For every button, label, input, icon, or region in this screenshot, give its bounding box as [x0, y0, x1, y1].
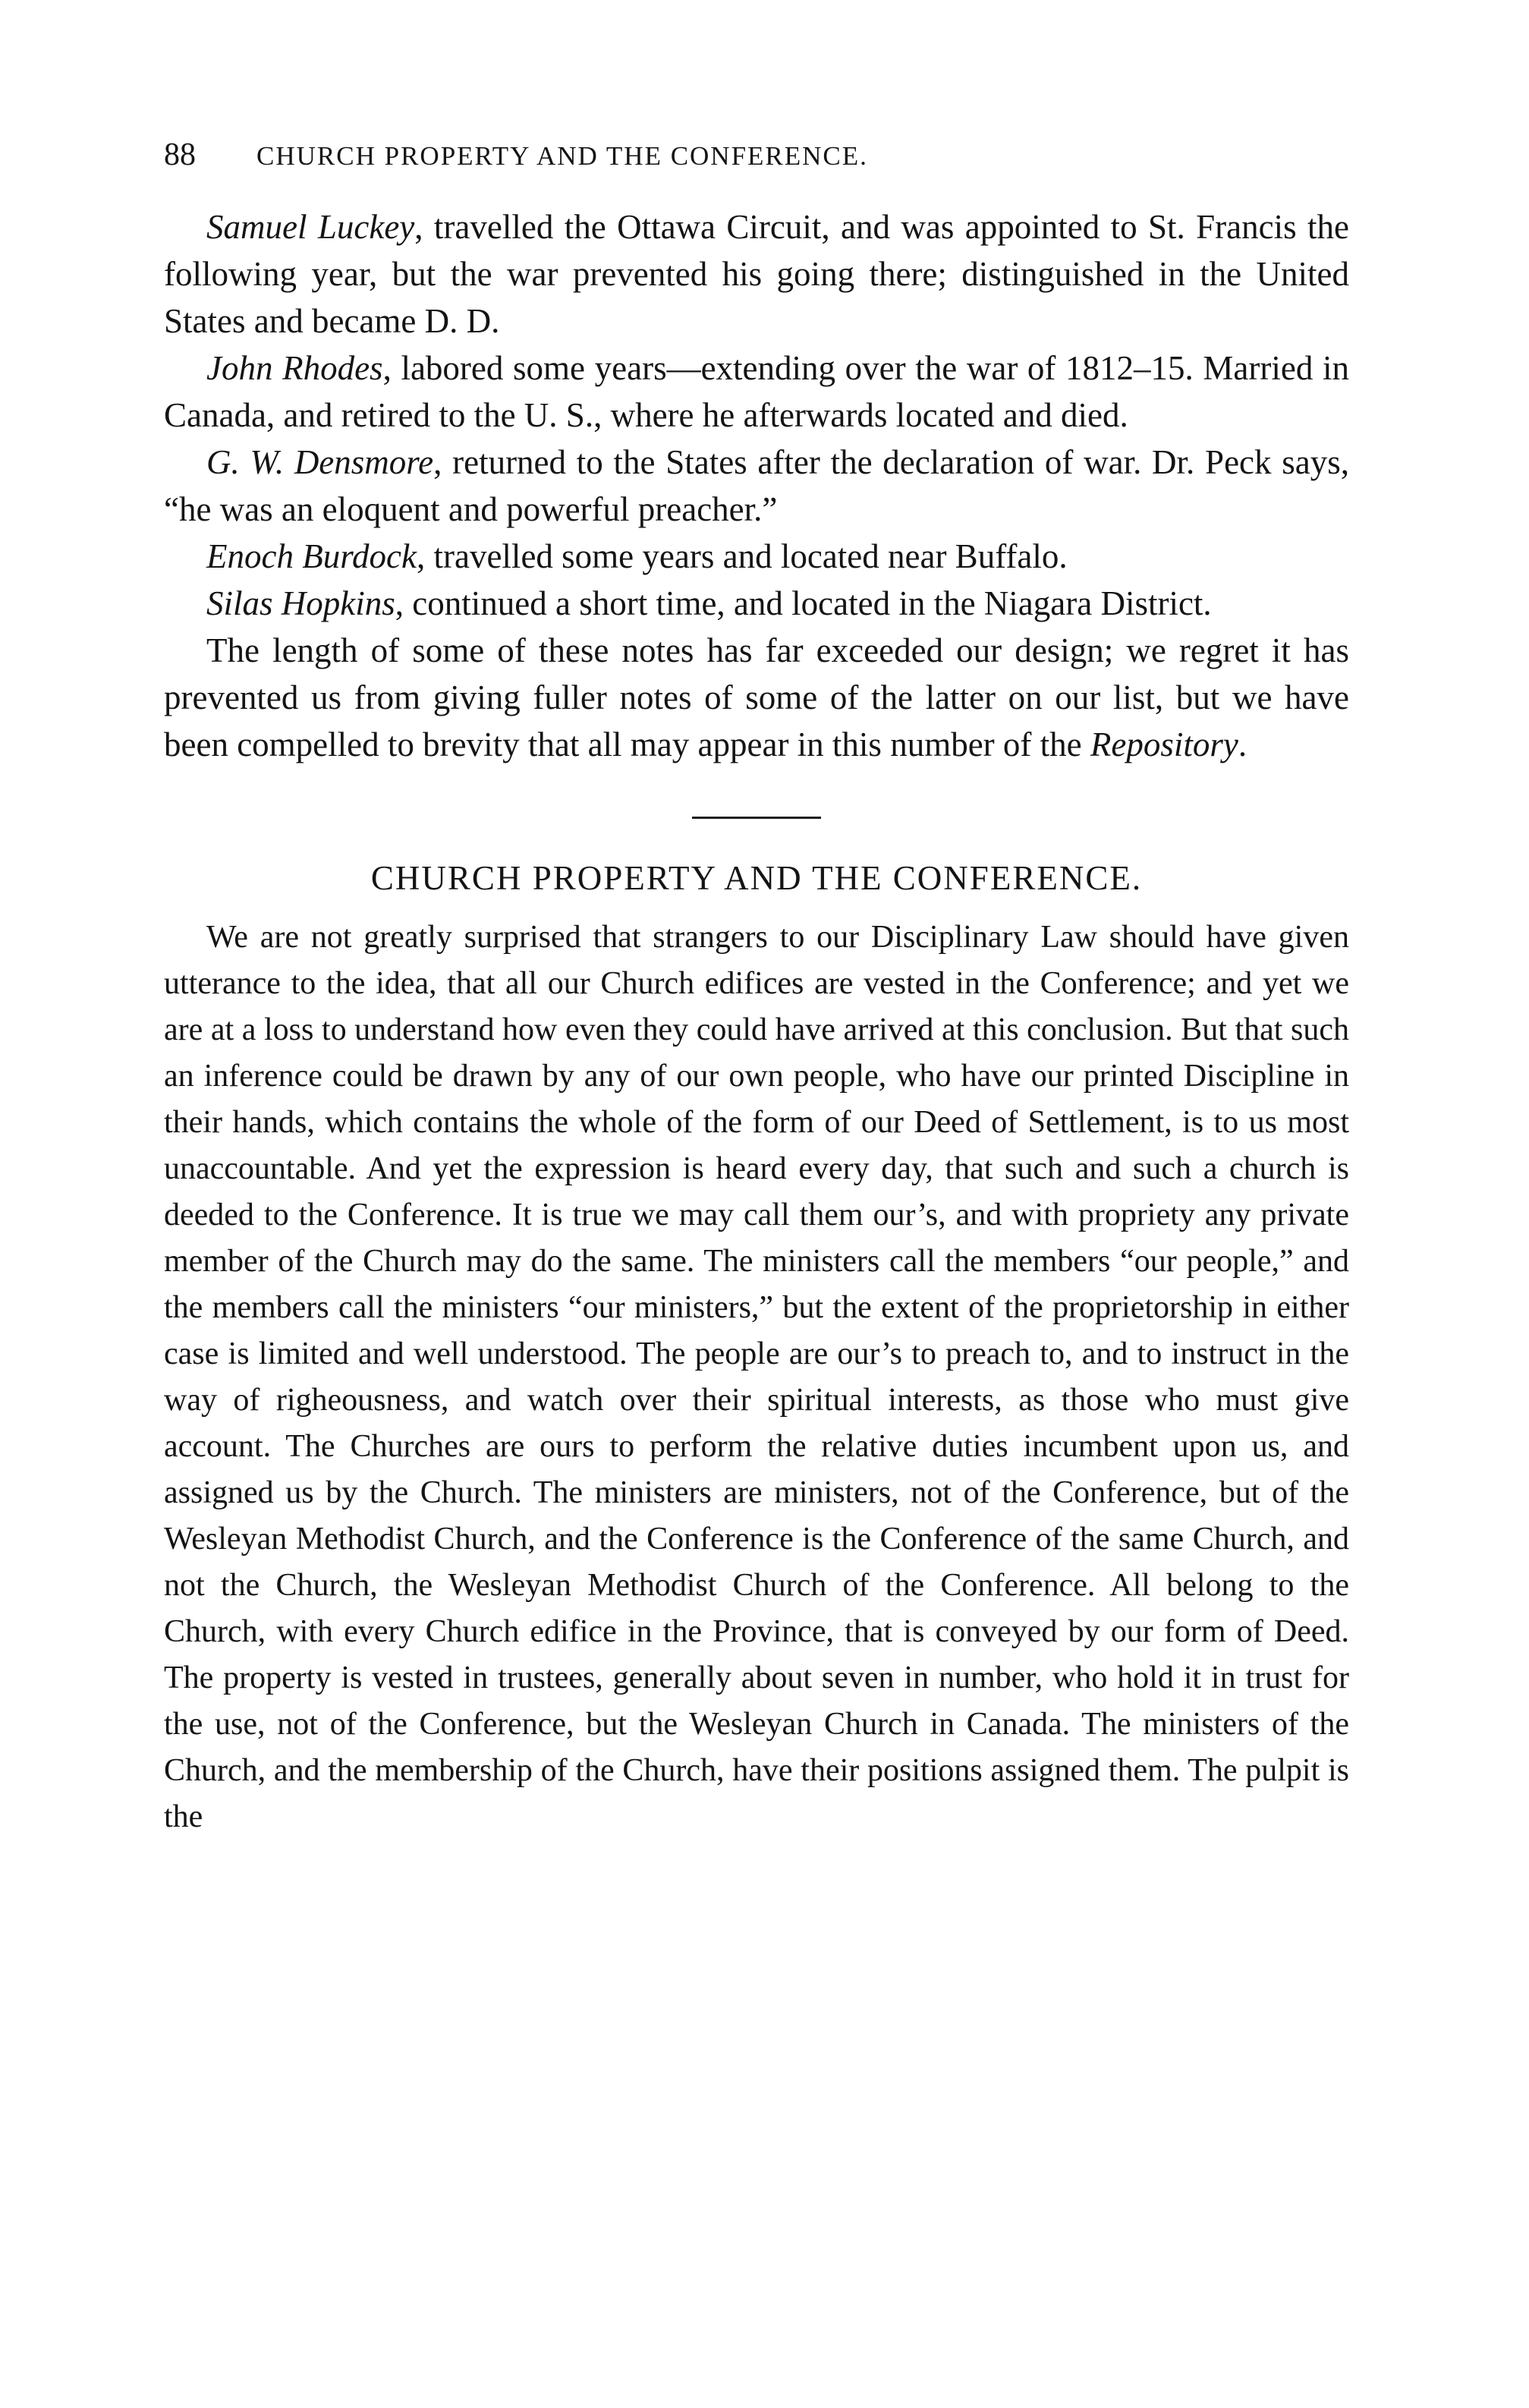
note-entry — [164, 439, 1349, 533]
page-number: 88 — [164, 137, 196, 172]
running-title: CHURCH PROPERTY AND THE CONFERENCE. — [256, 141, 868, 171]
note-text: , returned to the States after the declaration of war. Dr. Peck says, “he was an eloquent and powerful preacher.” — [164, 443, 1349, 528]
running-header — [164, 137, 1349, 173]
biographical-notes — [164, 203, 1349, 768]
book-page — [164, 137, 1349, 1840]
closing-note-end: . — [1238, 726, 1247, 763]
note-entry — [164, 203, 1349, 345]
article-section — [164, 858, 1349, 1840]
note-entry — [164, 533, 1349, 580]
note-text: , travelled the Ottawa Circuit, and was appointed to St. Francis the following year, but the war prevented his going there; distinguished in the United States and became D. D. — [164, 208, 1349, 340]
note-text: , labored some years—extending over the war of 1812–15. Married in Canada, and retired to the U. S., where he afterwards located and died. — [164, 349, 1349, 434]
note-name: Samuel Luckey — [206, 208, 415, 246]
note-name: John Rhodes — [206, 349, 383, 387]
note-name: Silas Hopkins — [206, 584, 395, 622]
note-entry — [164, 345, 1349, 439]
note-text: , travelled some years and located near Buffalo. — [417, 537, 1068, 575]
note-entry — [164, 580, 1349, 627]
section-divider — [692, 817, 821, 819]
note-name: G. W. Densmore — [206, 443, 434, 481]
note-text: , continued a short time, and located in the Niagara District. — [395, 584, 1212, 622]
section-title: CHURCH PROPERTY AND THE CONFERENCE. — [370, 859, 1143, 897]
closing-note-text: The length of some of these notes has far exceeded our design; we regret it has prevented us from giving fuller notes of some of the latter on our list, but we have been compelled to brevity that all may appear in this number of the — [164, 631, 1349, 763]
repository-title: Repository — [1090, 726, 1238, 763]
article-paragraph: We are not greatly surprised that strangers to our Disciplinary Law should have given utterance to the idea, that all our Church edifices are vested in the Conference; and yet we are at a loss to understand how even they could have arrived at this conclusion. But that such an inference could be drawn by any of our own people, who have our printed Discipline in their hands, which contains the whole of the form of our Deed of Settlement, is to us most unaccountable. And yet the expression is heard every day, that such and such a church is deeded to the Conference. It is true we may call them our’s, and with propriety any private member of the Church may do the same. The ministers call the members “our people,” and the members call the ministers “our ministers,” but the extent of the proprietorship in either case is limited and well understood. The people are our’s to preach to, and to instruct in the way of righeousness, and watch over their spiritual interests, as those who must give account. The Churches are ours to perform the relative duties incumbent upon us, and assigned us by the Church. The ministers are ministers, not of the Conference, but of the Wesleyan Methodist Church, and the Conference is the Conference of the same Church, and not the Church, the Wesleyan Methodist Church of the Conference. All belong to the Church, with every Church edifice in the Province, that is conveyed by our form of Deed. The property is vested in trustees, generally about seven in number, who hold it in trust for the use, not of the Conference, but the Wesleyan Church in Canada. The ministers of the Church, and the membership of the Church, have their positions assigned them. The pulpit is the — [164, 920, 1349, 1834]
closing-note — [164, 627, 1349, 768]
note-name: Enoch Burdock — [206, 537, 417, 575]
